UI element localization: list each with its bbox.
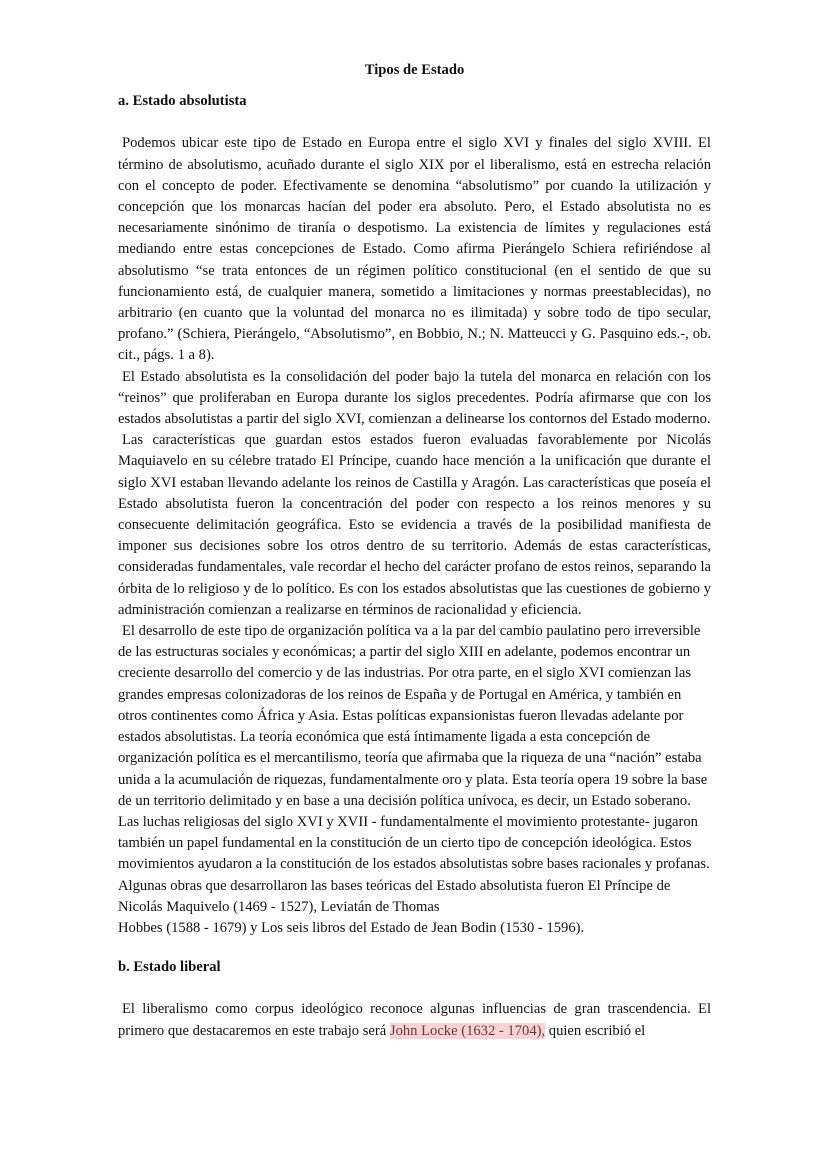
- section-b-heading: b. Estado liberal: [118, 959, 221, 976]
- section-a-paragraph-2: El Estado absolutista es la consolidación del poder bajo la tutela del monarca en relación con los “reinos” que proliferaban en Europa durante los siglos precedentes. Podría afirmarse que con los estados absolutistas a partir del siglo XVI, comienzan a delinearse los contornos del Estado moderno.: [118, 368, 711, 428]
- section-a-paragraph-3: Las características que guardan estos estados fueron evaluadas favorablemente por Nicolás Maquiavelo en su célebre tratado El Príncipe, cuando hace mención a la unificación que durante el siglo XVI estaban llevando adelante los reinos de Castilla y Aragón. Las características que poseía el Estado absolutista fueron la concentración del poder con respecto a los reinos menores y su consecuente delimitación geográfica. Esto se evidencia a través de la posibilidad manifiesta de imponer sus decisiones sobre los otros dentro de su territorio. Además de estas características, consideradas fundamentales, vale recordar el hecho del carácter profano de estos reinos, separando la órbita de lo religioso y de lo político. Es con los estados absolutistas que las cuestiones de gobierno y administración comienzan a realizarse en términos de racionalidad y eficiencia.: [118, 432, 711, 618]
- section-b-paragraph-1-end: quien escribió el: [545, 1022, 646, 1039]
- section-b-paragraph-1: [118, 999, 711, 1041]
- section-a-heading: a. Estado absolutista: [118, 93, 247, 110]
- section-b-paragraph-1-start: El liberalismo como corpus ideológico reconoce algunas influencias de gran trascendencia. El primero que destacaremos en este trabajo será: [118, 1001, 711, 1039]
- section-a-paragraph-1: Podemos ubicar este tipo de Estado en Europa entre el siglo XVI y finales del siglo XVIII. El término de absolutismo, acuñado durante el siglo XIX por el liberalismo, está en estrecha relación con el concepto de poder. Efectivamente se denomina “absolutismo” por cuando la utilización y concepción que los monarcas hacían del poder era absoluto. Pero, el Estado absolutista no es necesariamente sinónimo de tiranía o despotismo. La existencia de límites y regulaciones está mediando entre estas concepciones de Estado. Como afirma Pierángelo Schiera refiriéndose al absolutismo “se trata entonces de un régimen político constitucional (en el sentido de que su funcionamiento está, de cualquier manera, sometido a limitaciones y normas preestablecidas), no arbitrario (en cuanto que la voluntad del monarca no es ilimitada) y sobre todo de tipo secular, profano.” (Schiera, Pierángelo, “Absolutismo”, en Bobbio, N.; N. Matteucci y G. Pasquino eds.-, ob. cit., págs. 1 a 8).: [118, 135, 711, 364]
- section-a-paragraph-4: El desarrollo de este tipo de organización política va a la par del cambio paulatino pero irreversible de las estructuras sociales y económicas; a partir del siglo XIII en adelante, podemos encontrar un creciente desarrollo del comercio y de las industrias. Por otra parte, en el siglo XVI comienzan las grandes empresas colonizadoras de los reinos de España y de Portugal en América, y también en otros continentes como África y Asia. Estas políticas expansionistas fueron llevadas adelante por estados absolutistas. La teoría económica que está íntimamente ligada a esta concepción de organización política es el mercantilismo, teoría que afirmaba que la riqueza de una “nación” estaba unida a la acumulación de riquezas, fundamentalmente oro y plata. Esta teoría opera 19 sobre la base de un territorio delimitado y en base a una decisión política unívoca, es decir, un Estado soberano. Las luchas religiosas del siglo XVI y XVII - fundamentalmente el movimiento protestante- jugaron también un papel fundamental en la constitución de un cierto tipo de concepción ideológica. Estos movimientos ayudaron a la constitución de los estados absolutistas sobre bases racionales y profanas. Algunas obras que desarrollaron las bases teóricas del Estado absolutista fueron El Príncipe de Nicolás Maquivelo (1469 - 1527), Leviatán de Thomas: [118, 623, 710, 915]
- document-page: [118, 60, 711, 1042]
- highlighted-text: John Locke (1632 - 1704),: [389, 1022, 546, 1039]
- section-a-paragraph-4-continued: Hobbes (1588 - 1679) y Los seis libros del Estado de Jean Bodin (1530 - 1596).: [118, 919, 585, 936]
- document-title: Tipos de Estado: [364, 62, 465, 78]
